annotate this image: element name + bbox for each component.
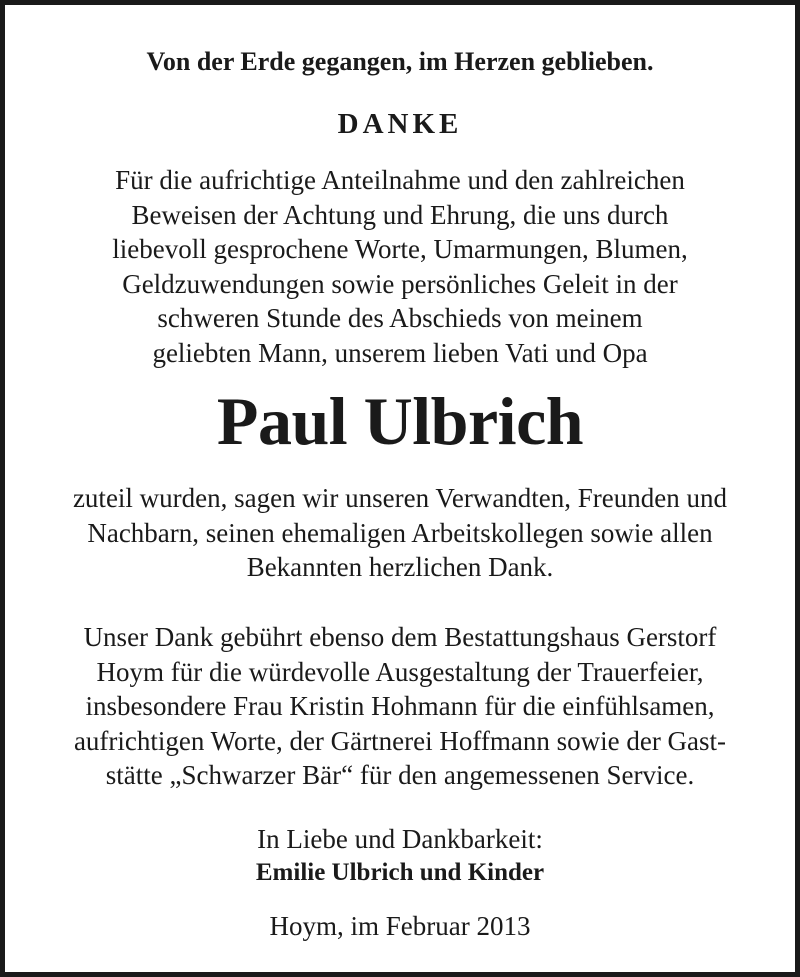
- text-line: aufrichtigen Worte, der Gärtnerei Hoffmann sowie der Gast-: [73, 725, 727, 756]
- text-line: stätte „Schwarzer Bär“ für den angemessenen Service.: [105, 760, 695, 790]
- signature: Emilie Ulbrich und Kinder: [255, 859, 545, 886]
- text-line: Für die aufrichtige Anteilnahme und den zahlreichen: [115, 165, 685, 195]
- text-line: Nachbarn, seinen ehemaligen Arbeitskollegen sowie allen: [87, 517, 713, 548]
- text-line: Bekannten herzlichen Dank.: [246, 552, 554, 582]
- deceased-name: Paul Ulbrich: [216, 383, 584, 459]
- motto: Von der Erde gegangen, im Herzen geblieben.: [146, 47, 654, 76]
- text-line: Hoym für die würdevolle Ausgestaltung der Trauerfeier,: [96, 656, 704, 687]
- heading: DANKE: [337, 108, 463, 140]
- text-line: geliebten Mann, unserem lieben Vati und Opa: [152, 337, 648, 368]
- service-paragraph: [15, 620, 785, 793]
- dateline: Hoym, im Februar 2013: [269, 911, 531, 941]
- text-line: schweren Stunde des Abschieds von meinem: [157, 303, 643, 333]
- closing-line: In Liebe und Dankbarkeit:: [257, 824, 543, 854]
- text-line: Unser Dank gebührt ebenso dem Bestattungshaus Gerstorf: [83, 622, 717, 652]
- text-line: Beweisen der Achtung und Ehrung, die uns durch: [131, 199, 669, 230]
- text-line: insbesondere Frau Kristin Hohmann für die einfühlsamen,: [85, 691, 715, 721]
- text-line: zuteil wurden, sagen wir unseren Verwandten, Freunden und: [72, 483, 728, 513]
- thanks-paragraph: [15, 481, 785, 585]
- text-line: liebevoll gesprochene Worte, Umarmungen, Blumen,: [112, 234, 688, 264]
- intro-paragraph: [15, 163, 785, 370]
- text-line: Geldzuwendungen sowie persönliches Geleit in der: [122, 268, 678, 299]
